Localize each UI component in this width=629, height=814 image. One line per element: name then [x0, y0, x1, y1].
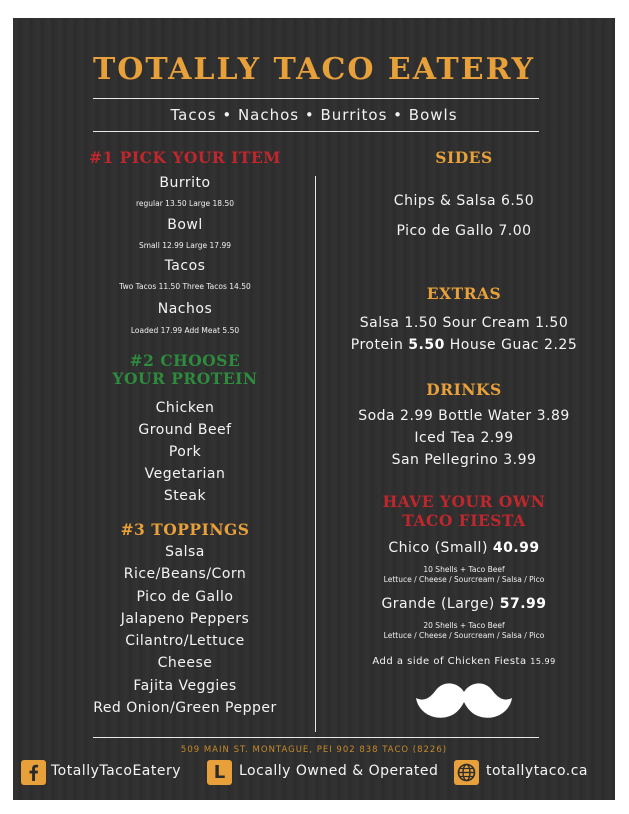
fiesta-chico-detail-1: 10 Shells + Taco Beef — [423, 565, 505, 574]
fiesta-grande-detail-2: Lettuce / Cheese / Sourcream / Salsa / Pico — [383, 631, 545, 640]
topping-cheese: Cheese — [157, 655, 213, 671]
fiesta-chico — [333, 540, 595, 556]
menu-board — [13, 18, 615, 800]
taco-fiesta-heading-line1: HAVE YOUR OWN — [382, 492, 546, 511]
fiesta-grande-detail-1: 20 Shells + Taco Beef — [423, 621, 505, 630]
fiesta-chicken-side-price: 15.99 — [530, 657, 556, 666]
extras-protein-label: Protein — [350, 337, 409, 353]
fiesta-grande-label: Grande (Large) — [381, 596, 500, 612]
toppings-heading: #3 TOPPINGS — [120, 520, 250, 539]
protein-steak: Steak — [163, 488, 207, 504]
topping-cilantro-lettuce: Cilantro/Lettuce — [125, 633, 245, 649]
protein-pork: Pork — [168, 444, 202, 460]
menu-item-burrito-prices: regular 13.50 Large 18.50 — [135, 199, 234, 208]
extras-protein-price: 5.50 — [408, 337, 445, 353]
topping-jalapeno: Jalapeno Peppers — [120, 611, 250, 627]
choose-protein-heading-line2: YOUR PROTEIN — [112, 369, 258, 388]
facebook-icon[interactable] — [21, 760, 46, 785]
topping-rice-beans-corn: Rice/Beans/Corn — [123, 566, 247, 582]
drinks-line-1: Soda 2.99 Bottle Water 3.89 — [358, 408, 570, 424]
website-link[interactable]: totallytaco.ca — [486, 763, 588, 779]
protein-vegetarian: Vegetarian — [144, 466, 226, 482]
menu-item-burrito: Burrito — [159, 175, 211, 191]
menu-item-tacos-prices: Two Tacos 11.50 Three Tacos 14.50 — [119, 282, 251, 291]
topping-fajita-veggies: Fajita Veggies — [133, 678, 237, 694]
fiesta-chico-label: Chico (Small) — [388, 540, 493, 556]
pick-item-heading: #1 PICK YOUR ITEM — [89, 148, 281, 167]
protein-ground-beef: Ground Beef — [138, 422, 232, 438]
side-chips-salsa: Chips & Salsa 6.50 — [393, 193, 535, 209]
extras-line-2 — [333, 337, 595, 353]
menu-item-nachos-prices: Loaded 17.99 Add Meat 5.50 — [130, 326, 240, 335]
fiesta-chico-detail-2: Lettuce / Cheese / Sourcream / Salsa / Pico — [383, 575, 545, 584]
fiesta-chicken-side — [333, 656, 595, 667]
extras-heading: EXTRAS — [426, 284, 502, 303]
footer-divider — [93, 737, 539, 738]
title-divider-top — [93, 98, 539, 99]
local-badge-icon: L — [207, 760, 232, 785]
sides-heading: SIDES — [435, 148, 493, 167]
page-title: TOTALLY TACO EATERY — [92, 52, 536, 87]
topping-red-onion-green-pepper: Red Onion/Green Pepper — [93, 700, 277, 716]
fiesta-chico-price: 40.99 — [492, 540, 540, 556]
drinks-heading: DRINKS — [426, 380, 502, 399]
side-pico-de-gallo: Pico de Gallo 7.00 — [396, 223, 532, 239]
fiesta-grande — [333, 596, 595, 612]
menu-item-nachos: Nachos — [157, 301, 213, 317]
extras-line-1: Salsa 1.50 Sour Cream 1.50 — [359, 315, 569, 331]
drinks-line-3: San Pellegrino 3.99 — [391, 452, 537, 468]
locally-owned-text: Locally Owned & Operated — [239, 763, 439, 779]
address: 509 MAIN ST. MONTAGUE, PEI 902 838 TACO (8226) — [180, 745, 448, 755]
drinks-line-2: Iced Tea 2.99 — [414, 430, 514, 446]
topping-salsa: Salsa — [165, 544, 205, 560]
menu-categories: Tacos • Nachos • Burritos • Bowls — [170, 106, 458, 124]
mustache-icon — [414, 678, 514, 724]
menu-item-bowl-prices: Small 12.99 Large 17.99 — [138, 241, 232, 250]
fiesta-grande-price: 57.99 — [499, 596, 547, 612]
extras-guac-label: House Guac 2.25 — [444, 337, 578, 353]
fiesta-chicken-side-label: Add a side of Chicken Fiesta — [372, 656, 531, 667]
menu-item-bowl: Bowl — [167, 217, 203, 233]
facebook-handle[interactable]: TotallyTacoEatery — [51, 763, 182, 779]
protein-chicken: Chicken — [155, 400, 215, 416]
globe-icon[interactable] — [454, 760, 479, 785]
title-divider-bottom — [93, 131, 539, 132]
taco-fiesta-heading-line2: TACO FIESTA — [402, 511, 526, 530]
choose-protein-heading-line1: #2 CHOOSE — [129, 351, 241, 370]
menu-item-tacos: Tacos — [164, 258, 206, 274]
topping-pico: Pico de Gallo — [136, 589, 234, 605]
